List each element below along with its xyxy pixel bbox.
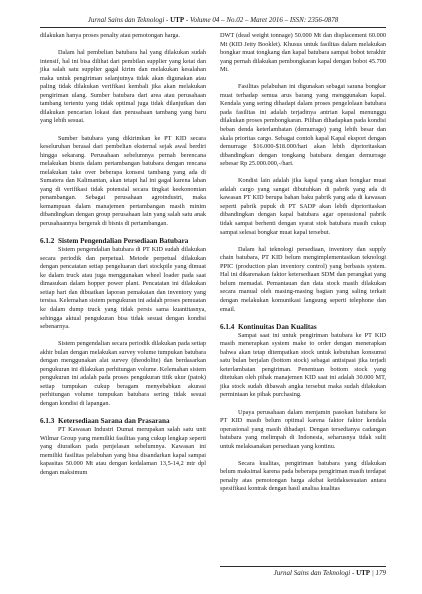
section-number: 6.1.2 bbox=[40, 237, 55, 246]
section-heading bbox=[40, 417, 206, 426]
footer-journal: Jurnal Sains dan Teknologi - bbox=[273, 569, 355, 577]
paragraph: Sistem pengendalian batubara di PT KID sudah dilakukan secara periodik dan perpetual. Metode perpetual dilakukan dengan pencatatan setiap pengeluaran dari stockpile yang dimuat ke dalam truck atau juga menggunakan wheel loader pada saat dimasukan dalam hopper power plant. Pencatatan ini dilakukan setiap hari dan dibuatkan laporan pemakaian dan inventory yang tersisa. Kelemahan sistem pengukuran ini adalah proses pemuatan ke dalam dump truck yang tidak persis sama kuantitasnya, sehingga aktual pengukuran bisa tidak sesuai dengan kondisi sebenarnya. bbox=[40, 246, 206, 331]
paragraph: Sumber batubara yang dikirimkan ke PT KID secara keseluruhan berasal dari pembelian eksternal sejak awal berdiri hingga sekarang. Perusahaan sebelumnya pernah berencana melakukan bisnis dalam pertambangan batubara dengan rencana melakukan take over beberapa konsesi tambang yang ada di Sumatera dan Kalimantan, akan tetapi hal ini gagal karena lahan yang di verifikasi tidak potensial secara tingkat keekonomian penambangan. Sebagai perusahaan agroindustri, maka kemampuan dalam manajemen pertambangan masih minim dibandingkan dengan group perusahaan lain yang salah satu anak perusahaannya bergerak di bisnis di pertambangan. bbox=[40, 134, 206, 228]
section-heading bbox=[40, 237, 206, 246]
left-column bbox=[40, 32, 206, 486]
paragraph: dilakukan hanya proses penalty atau pemotongan harga. bbox=[40, 32, 180, 39]
section-title: Sistem Pengendalian Persediaan Batubara bbox=[58, 237, 189, 246]
header-rule bbox=[40, 27, 386, 28]
header-issue: - Volume 04 – No.02 – Maret 2016 – ISSN: 2356-0878 bbox=[185, 16, 339, 24]
running-footer bbox=[220, 569, 386, 577]
paragraph: Upaya perusahaan dalam menjamin pasokan batubara ke PT KID masih belum optimal karena faktor faktor kendala operasional yang masih dihadapi. Dengan tersedianya cadangan batubara yang melimpah di Indonesia, seharusnya tidak sulit untuk melaksanakan persediaan yang kontinu. bbox=[220, 408, 386, 450]
page-number: | 179 bbox=[371, 569, 386, 577]
right-column bbox=[220, 32, 386, 503]
paragraph: Kondisi lain adalah jika kapal yang akan bongkar muat adalah cargo yang sangat dibutuhkan di pabrik yang ada di kawasan PT KID berupa bahan baku pabrik yang ada di kawasan seperti pabrik pupuk di PT SADP akan lebih diprioritaskan dibandingkan dengan kapal batubara agar operasional pabrik tidak sampai berhenti dengan syarat stok batubara masih cukup sampai selesai bongkar muat kapal tersebut. bbox=[220, 177, 386, 236]
paragraph: Dalam hal pembelian batubara hal yang dilakukan sudah intensif, hal ini bisa dilihat dari pembilan supplier yang ketat dan jika salah satu supplier gagal kirim dan melakukan kesalahan maka untuk pengiriman selanjutnya tidak akan digunakan atau paling tidak dilakukan verifikasi kembali jika akan melakukan pengiriman ulang. Sumber batubara dari area atau perusahaan tambang tertentu yang tidak optimal juga tidak dilanjutkan dan dilakukan pencarian lokasi dan perusahaan tambang yang baru yang lebih sesuai. bbox=[40, 49, 206, 125]
section-title: Kontinuitas Dan Kualitas bbox=[238, 322, 317, 331]
paragraph: Sampai saat ini untuk pengiriman batubara ke PT KID masih menerapkan system make to order dengan menerapkan bahwa akan tetap ditempatkan stock untuk kebutuhan konsumsi satu bulan berjalan (bottom stock) sebagai antisipasi jika terjadi keterlambatan pengiriman. Penentuan bottom stock yang ditetukan oleh pihak manajemen KID saat ini adalah 30.000 MT, jika stock sudah dibawah angka tersebut maka sudah dilakukan permintaan ke pihak purchasing. bbox=[220, 331, 386, 399]
paragraph: Secara kualitas, pengiriman batubara yang dilakukan belum maksimal karena pada beberapa pengiriman masih terdapat penalty atas pemotongan harga akibat ketidaksesuaian antara spesifikasi kontrak dengan hasil analisa kualitas bbox=[220, 459, 386, 493]
running-header bbox=[40, 12, 386, 28]
section-number: 6.1.4 bbox=[220, 322, 235, 331]
header-brand: UTP bbox=[170, 16, 185, 24]
paragraph: Fasilitas pelabuhan ini digunakan sebagai sarana bongkar muat terhadap semua arus barang yang menggunakan kapal. Kendala yang sering dihadapi dalam proses pengelolaan batubara pada fasilitas ini adalah terjadinya antrian kapal menunggu dilakukan proses pembongkaran. Pilihan dihadapkan pada kondisi beban denda keterlambatan (demurrage) yang lebih besar dan skala prioritas cargo. Sebagai contoh kapal Kapal eksport dengan demurrage $16.000-$18.000/hari akan lebih diprioritaskan dibandingkan dengan tongkang batubara dengan demurrage sebesar Rp 25.000.000,-/hari. bbox=[220, 83, 386, 168]
header-journal: Jurnal Sains dan Teknologi - bbox=[87, 16, 169, 24]
paragraph: PT Kawasan Industri Dumai merupakan salah satu unit Wilmar Group yang memiliki fasilitas yang cukup lengkap seperti yang diuraikan pada penjelasan sebelumnya. Kawasan ini memiliki fasilitas pelabuhan yang bisa disandarkan kapal sampai kapasitas 50.000 Mt atau dengan kedalaman 13,5-14,2 mtr dpl dengan maksimum bbox=[40, 426, 206, 476]
paragraph: DWT (dead weight tonnage) 50.000 Mt dan displacement 60.000 Mt (KID Jetty Booklet). Khusus untuk fasilitas dalam melakukan bongkar muat tongkang dan kapal batubara sampai bobot terakhir yang pernah dilakukan pembongkaran kapal dengan bobot 45.700 Mt. bbox=[220, 32, 386, 74]
paragraph: Dalam hal teknologi persediaan, inventory dan supply chain batubara, PT KID belum mengimplementasikan teknologi PPIC (production plan inventory control) yang berbasis system. Hal ini dikarenakan faktor ketersediaan SDM dan perangkat yang belum memadai. Pemantauan dan data stock masih dilakukan secara manual oleh masing-masing bagian yang saling terkait dengan melakukan komunikasi langsung seperti telephone dan email. bbox=[220, 245, 386, 313]
paragraph: Sistem pengendalian secara periodik dilakukan pada setiap akhir bulan dengan melakukan survey volume tumpukan batubara dengan menggunakan alat survey (theodolite) dan berdasarkan pengukuran ini dilakukan perhitungan volume. Kelemahan sistem pengukuran ini adalah pada proses pengukuran titik ukur (patok) setiap tumpukan cukup beragam menyebabkan akurasi perhitungan volume tumpukan batubara sering tidak sesuai dengan kondisi di lapangan. bbox=[40, 340, 206, 407]
section-title: Ketersediaan Sarana dan Prasarana bbox=[58, 417, 170, 426]
footer-rule bbox=[220, 566, 386, 567]
section-heading bbox=[220, 323, 386, 332]
section-number: 6.1.3 bbox=[40, 417, 55, 426]
footer-brand: UTP bbox=[356, 569, 371, 577]
